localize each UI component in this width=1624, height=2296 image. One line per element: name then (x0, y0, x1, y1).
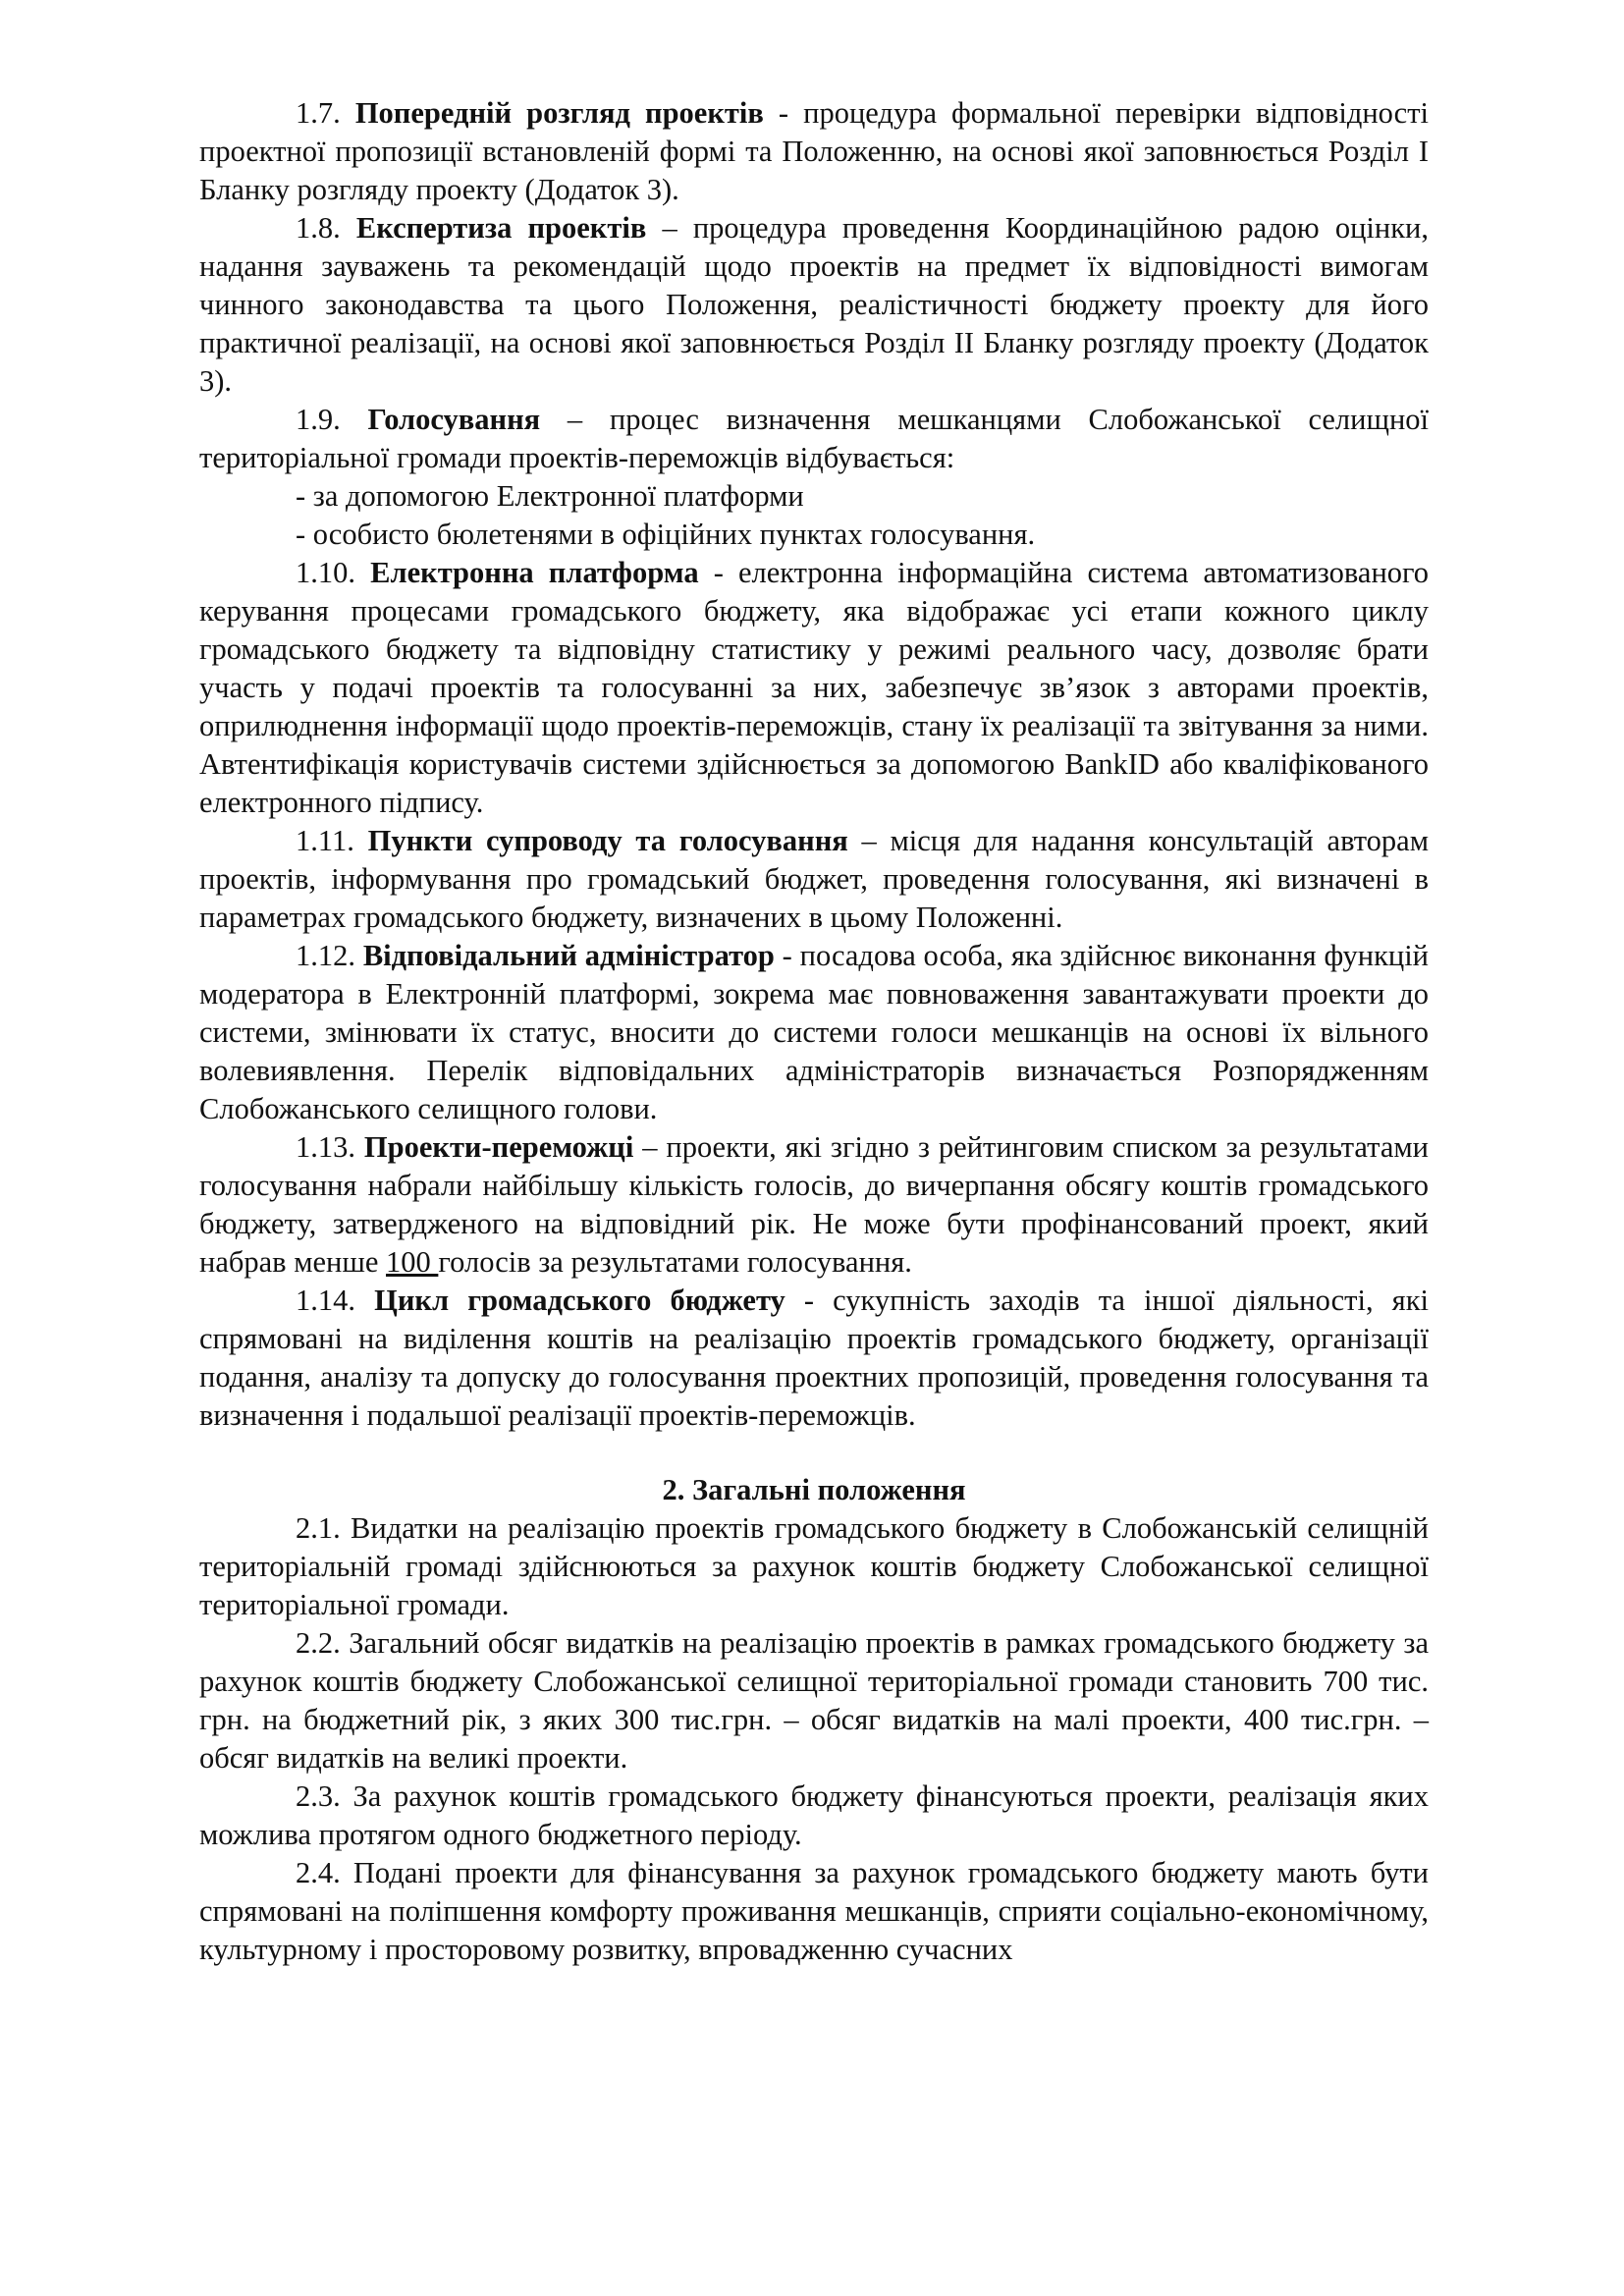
definition-text: - сукупність заходів та іншої діяльності, які спрямовані на виділення коштів на реалізацію проектів громадського бюджету, організації подання, аналізу та допуску до голосування проектних пропозицій, проведення голосування та визначення і подальшої реалізації проектів-переможців. (199, 1284, 1430, 1432)
clause-number: 1.12. (296, 939, 355, 972)
definition-1-12 (199, 937, 1429, 1128)
definition-1-8 (199, 209, 1429, 401)
definition-1-7 (199, 94, 1429, 209)
definition-1-10 (199, 554, 1429, 822)
defined-term: Пункти супроводу та голосування (367, 824, 848, 857)
defined-term: Відповідальний адміністратор (362, 939, 775, 972)
defined-term: Голосування (367, 403, 541, 436)
clause-number: 1.11. (296, 824, 354, 857)
clause-number: 1.8. (296, 211, 341, 245)
clause-number: 1.9. (296, 403, 341, 436)
definition-text: – процедура проведення Координаційною радою оцінки, надання зауважень та рекомендацій щодо проектів на предмет їх відповідності вимогам чинного законодавства та цього Положення, реалістичності бюджету проекту для його практичної реалізації, на основі якої заповнюється Розділ ІІ Бланку розгляду проекту (Додаток 3). (199, 211, 1429, 398)
clause-number: 1.13. (296, 1130, 355, 1164)
definition-1-14 (199, 1282, 1429, 1435)
document-page (199, 94, 1429, 1969)
definition-text: - посадова особа, яка здійснює виконання функцій модератора в Електронній платформі, зокрема має повноваження завантажувати проекти до системи, змінювати їх статус, вносити до системи голоси мешканців на основі їх вільного волевиявлення. Перелік відповідальних адміністраторів визначається Розпорядженням Слобожанського селищного голови. (199, 939, 1430, 1125)
clause-number: 1.14. (296, 1284, 355, 1317)
voting-method-electronic: - за допомогою Електронної платформи (296, 479, 804, 513)
definition-1-11 (199, 822, 1429, 937)
voting-method-ballot: - особисто бюлетенями в офіційних пунктах голосування. (296, 518, 1036, 551)
defined-term: Електронна платформа (370, 556, 699, 589)
clause-2-4: 2.4. Подані проекти для фінансування за рахунок громадського бюджету мають бути спрямовані на поліпшення комфорту проживання мешканців, сприяти соціально-економічному, культурному і просторовому розвитку, впровадженню сучасних (199, 1856, 1429, 1966)
definition-text: – місця для надання консультацій авторам проектів, інформування про громадський бюджет, проведення голосування, які визначені в параметрах громадського бюджету, визначених в цьому Положенні. (199, 824, 1429, 934)
min-votes-value: 100 (386, 1245, 439, 1279)
clause-number: 1.10. (296, 556, 355, 589)
definition-text-end: голосів за результатами голосування. (438, 1245, 912, 1279)
clause-2-1: 2.1. Видатки на реалізацію проектів громадського бюджету в Слобожанській селищній територіальній громаді здійснюються за рахунок коштів бюджету Слобожанської селищної територіальної громади. (199, 1511, 1429, 1621)
defined-term: Проекти-переможці (363, 1130, 634, 1164)
definition-text: – процес визначення мешканцями Слобожанської селищної територіальної громади проектів-переможців відбувається: (199, 403, 1429, 474)
definition-text: - електронна інформаційна система автоматизованого керування процесами громадського бюджету, яка відображає усі етапи кожного циклу громадського бюджету та відповідну статистику у режимі реального часу, дозволяє брати участь у подачі проектів та голосуванні за них, забезпечує зв’язок з авторами проектів, оприлюднення інформації щодо проектів-переможців, стану їх реалізації та звітування за ними. Автентифікація користувачів системи здійснюється за допомогою BankID або кваліфікованого електронного підпису. (199, 556, 1430, 819)
definition-1-9 (199, 401, 1429, 477)
clause-number: 1.7. (296, 96, 341, 130)
definition-1-13 (199, 1128, 1429, 1282)
definition-text: – проекти, які згідно з рейтинговим списком за результатами голосування набрали найбільшу кількість голосів, до вичерпання обсягу коштів громадського бюджету, затвердженого на відповідний рік. Не може бути профінансований проект, який набрав менше (199, 1130, 1429, 1279)
clause-2-2: 2.2. Загальний обсяг видатків на реалізацію проектів в рамках громадського бюджету за рахунок коштів бюджету Слобожанської селищної територіальної громади становить 700 тис. грн. на бюджетний рік, з яких 300 тис.грн. – обсяг видатків на малі проекти, 400 тис.грн. – обсяг видатків на великі проекти. (199, 1626, 1429, 1775)
defined-term: Попередній розгляд проектів (354, 96, 764, 130)
clause-2-3: 2.3. За рахунок коштів громадського бюджету фінансуються проекти, реалізація яких можлива протягом одного бюджетного періоду. (199, 1779, 1429, 1851)
defined-term: Цикл громадського бюджету (374, 1284, 785, 1317)
definition-text: - процедура формальної перевірки відповідності проектної пропозиції встановленій формі та Положенню, на основі якої заповнюється Розділ І Бланку розгляду проекту (Додаток 3). (199, 96, 1430, 206)
section-heading: 2. Загальні положення (662, 1473, 966, 1506)
defined-term: Експертиза проектів (355, 211, 647, 245)
